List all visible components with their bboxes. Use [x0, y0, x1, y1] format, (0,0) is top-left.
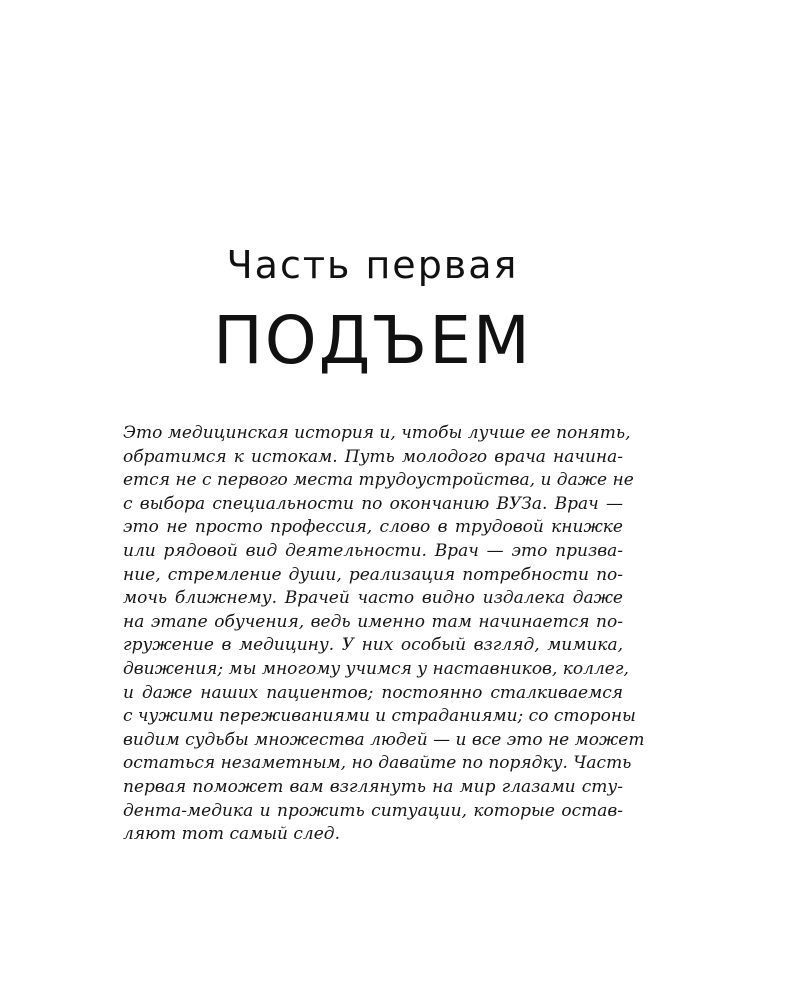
paragraph-line: ние, стремление души, реализация потребности по- [123, 564, 623, 585]
intro-paragraph [123, 422, 645, 847]
paragraph-line: ется не с первого места трудоустройства, и даже не [123, 470, 634, 491]
paragraph-line: гружение в медицину. У них особый взгляд, мимика, [123, 635, 623, 656]
paragraph-line: с чужими переживаниями и страданиями; со стороны [123, 706, 636, 727]
part-label: Часть первая [226, 243, 519, 287]
paragraph-line: первая поможет вам взглянуть на мир глазами сту- [123, 776, 623, 797]
paragraph-line: на этапе обучения, ведь именно там начинается по- [123, 611, 623, 632]
paragraph-line: дента-медика и прожить ситуации, которые остав- [123, 800, 623, 821]
paragraph-line: обратимся к истокам. Путь молодого врача начина- [123, 446, 623, 467]
paragraph-line: ляют тот самый след. [123, 824, 340, 845]
paragraph-line: и даже наших пациентов; постоянно сталкиваемся [123, 682, 623, 703]
paragraph-line: или рядовой вид деятельности. Врач — это призва- [123, 540, 623, 561]
paragraph-line: остаться незаметным, но давайте по порядку. Часть [123, 753, 632, 774]
paragraph-line: это не просто профессия, слово в трудовой книжке [123, 517, 623, 538]
paragraph-line: с выбора специальности по окончанию ВУЗа. Врач — [123, 493, 623, 514]
paragraph-line: Это медицинская история и, чтобы лучше ее понять, [123, 423, 631, 443]
part-title: ПОДЪЕМ [213, 302, 532, 379]
paragraph-line: движения; мы многому учимся у наставников, коллег, [123, 658, 629, 679]
paragraph-line: мочь ближнему. Врачей часто видно издалека даже [123, 588, 623, 609]
paragraph-line: видим судьбы множества людей — и все это не может [123, 729, 645, 750]
